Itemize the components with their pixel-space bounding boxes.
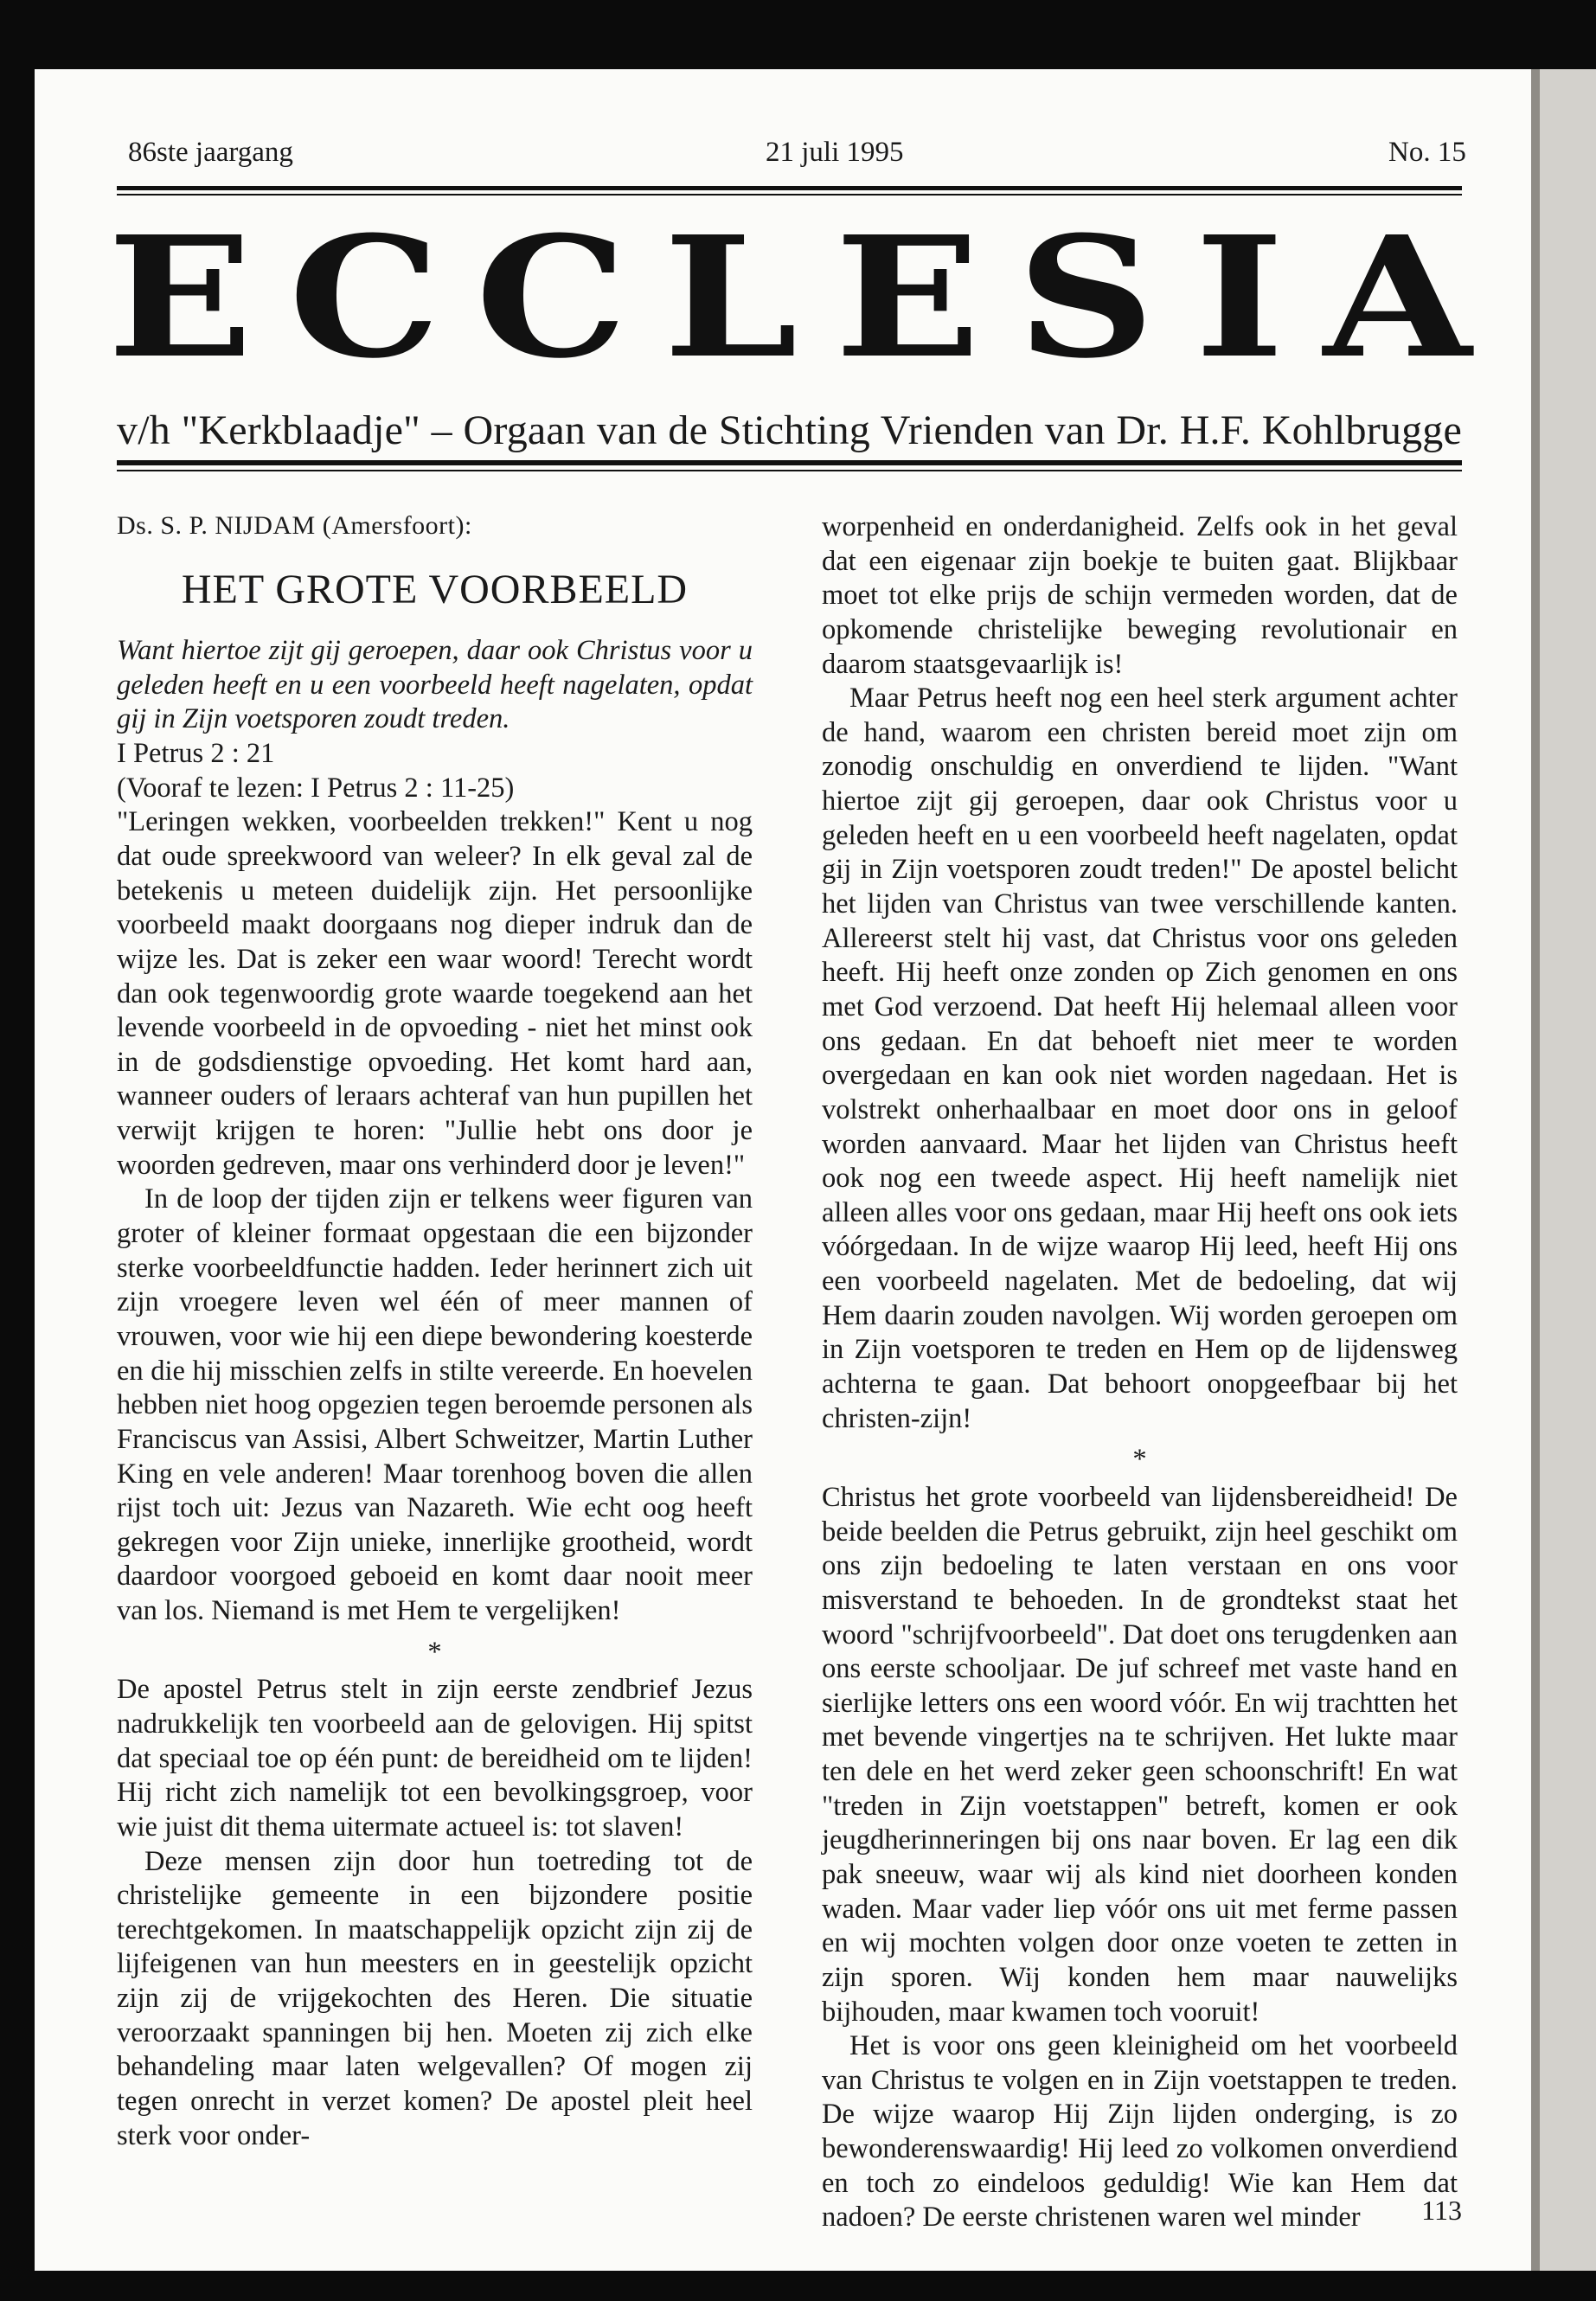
paragraph: worpenheid en onderdanigheid. Zelfs ook in het geval dat een eigenaar zijn boekje te buiten gaat. Blijkbaar moet tot elke prijs de schijn vermeden worden, dat de opkomende christelijke beweging revolutionair en daarom staatsgevaarlijk is!: [822, 511, 1458, 680]
scan-border-left: [0, 0, 35, 2301]
paragraph: "Leringen wekken, voorbeelden trekken!" Kent u nog dat oude spreekwoord van weleer? In elk geval zal de betekenis u meteen duidelijk zijn. Het persoonlijke voorbeeld maakt doorgaans nog dieper indruk dan de wijze les. Dat is zeker een waar woord! Terecht wordt dan ook tegenwoordig grote waarde toegekend aan het levende voorbeeld in de opvoeding - niet het minst ook in de godsdienstige opvoeding. Het komt hard aan, wanneer ouders of leraars achteraf van hun pupillen het verwijt krijgen te horen: "Jullie hebt ons door je woorden gedreven, maar ons verhinderd door je leven!": [117, 806, 753, 1181]
masthead-letter: C: [288, 201, 441, 395]
paragraph: Het is voor ons geen kleinigheid om het voorbeeld van Christus te volgen en in Zijn voetstappen te treden. De wijze waarop Hij Zijn lijden onderging, is zo bewonderenswaardig! Hij leed zo volkomen onverdiend en toch zo eindeloos geduldig! Wie kan Hem dat nadoen? De eerste christenen waren wel minder: [822, 2030, 1458, 2234]
article-author: Ds. S. P. NIJDAM (Amersfoort):: [117, 511, 472, 540]
section-separator: *: [427, 1636, 442, 1668]
header-rule: [117, 186, 1462, 190]
paragraph: Deze mensen zijn door hun toetreding tot de christelijke gemeente in een bijzondere positie terechtgekomen. In maatschappelijk opzicht zijn zij de lijfeigenen van hun meesters en in geestelijk opzicht zijn zij de vrijgekochten des Heren. Die situatie veroorzaakt spanningen bij hen. Moeten zij zich elke behandeling maar laten welgevallen? Of mogen zij tegen onrecht in verzet komen? De apostel pleit heel sterk voor onder-: [117, 1845, 753, 2151]
volume-label: 86ste jaargang: [128, 137, 293, 168]
masthead-letter: I: [1194, 201, 1285, 395]
header-rule-thin: [117, 194, 1462, 195]
subtitle-rule-thin: [117, 470, 1462, 471]
masthead-letter: L: [663, 201, 798, 395]
masthead-letter: C: [475, 201, 628, 395]
masthead-subtitle: v/h "Kerkblaadje" – Orgaan van de Stichting Vrienden van Dr. H.F. Kohlbrugge: [117, 407, 1462, 453]
paragraph: Christus het grote voorbeeld van lijdensbereidheid! De beide beelden die Petrus gebruikt, zijn heel geschikt om ons zijn bedoeling te laten verstaan en ons voor misverstand te behoeden. In de grondtekst staat het woord "schrijfvoorbeeld". Dat doet ons terugdenken aan ons eerste schooljaar. De juf schreef met vaste hand en sierlijke letters ons een woord vóór. En wij trachtten het met bevende vingertjes na te schrijven. Het lukte maar ten dele en het werd zeker geen schoonschrift! En wat "treden in Zijn voetstappen" betreft, komen er ook jeugdherinneringen bij ons naar boven. Er lag een dik pak sneeuw, waar wij als kind niet doorheen konden waden. Maar vader liep vóór ons uit met ferme passen en wij mochten volgen door onze voeten te zetten in zijn sporen. Wij konden hem maar nauwelijks bijhouden, maar kwamen toch vooruit!: [822, 1481, 1458, 2028]
masthead-ecclesia: [107, 201, 1472, 395]
reading-reference: (Vooraf te lezen: I Petrus 2 : 11-25): [117, 772, 515, 804]
issue-number: No. 15: [1388, 137, 1466, 168]
paragraph: In de loop der tijden zijn er telkens weer figuren van groter of kleiner formaat opgestaan die een bijzonder sterke voorbeeldfunctie hadden. Ieder herinnert zich uit zijn vroegere leven wel één of meer mannen of vrouwen, voor wie hij een diepe bewondering koesterde en die hij misschien zelfs in stilte vereerde. En hoevelen hebben niet hoog opgezien tegen beroemde personen als Franciscus van Assisi, Albert Schweitzer, Martin Luther King en vele anderen! Maar torenhoog boven die allen rijst toch uit: Jezus van Nazareth. Wie echt oog heeft gekregen voor Zijn unieke, innerlijke grootheid, wordt daardoor voorgoed geboeid en komt daar nooit meer van los. Niemand is met Hem te vergelijken!: [117, 1183, 753, 1627]
subtitle-rule: [117, 460, 1462, 465]
section-separator: *: [1132, 1444, 1147, 1476]
scan-border-bottom: [0, 2271, 1596, 2301]
article-column-left: [117, 510, 753, 2153]
article-column-right: [822, 510, 1458, 2235]
paragraph: De apostel Petrus stelt in zijn eerste zendbrief Jezus nadrukkelijk ten voorbeeld aan de gelovigen. Hij spitst dat speciaal toe op één punt: de bereidheid om te lijden! Hij richt zich namelijk tot een bevolkingsgroep, voor wie juist dit thema uitermate actueel is: tot slaven!: [117, 1674, 753, 1843]
issue-date: 21 juli 1995: [766, 137, 904, 168]
paragraph: Maar Petrus heeft nog een heel sterk argument achter de hand, waarom een christen bereid moet zijn om zonodig onschuldig en onverdiend te lijden. "Want hiertoe zijt gij geroepen, daar ook Christus voor u geleden heeft en u een voorbeeld heeft nagelaten, opdat gij in Zijn voetsporen zoudt treden!" De apostel belicht het lijden van Christus van twee verschillende kanten. Allereerst stelt hij vast, dat Christus voor ons geleden heeft. Hij heeft onze zonden op Zich genomen en ons met God verzoend. Dat heeft Hij helemaal alleen voor ons gedaan. En dat behoeft niet meer te worden overgedaan en kan ook niet worden nagedaan. Het is volstrekt onherhaalbaar en moet door ons in geloof worden aanvaard. Maar het lijden van Christus heeft ook nog een tweede aspect. Hij heeft namelijk niet alleen alles voor ons gedaan, maar Hij heeft ons ook iets vóórgedaan. In de wijze waarop Hij leed, heeft Hij ons een voorbeeld nagelaten. Met de bedoeling, dat wij Hem daarin zouden navolgen. Wij worden geroepen om in Zijn voetsporen te treden en Hem op de lijdensweg achterna te gaan. Dat behoort onopgeefbaar bij het christen-zijn!: [822, 683, 1458, 1434]
masthead-letter: A: [1323, 201, 1472, 395]
page-number: 113: [1421, 2195, 1462, 2226]
masthead-letter: S: [1016, 201, 1155, 395]
epigraph: Want hiertoe zijt gij geroepen, daar ook Christus voor u geleden heeft en u een voorbeeld heeft nagelaten, opdat gij in Zijn voetsporen zoudt treden.: [117, 635, 753, 735]
article-title: HET GROTE VOORBEELD: [181, 566, 689, 612]
scan-border-top: [0, 0, 1596, 69]
scripture-reference: I Petrus 2 : 21: [117, 738, 275, 770]
masthead-letter: E: [107, 201, 253, 395]
scan-border-right: [1540, 69, 1596, 2301]
masthead-letter: E: [834, 201, 981, 395]
